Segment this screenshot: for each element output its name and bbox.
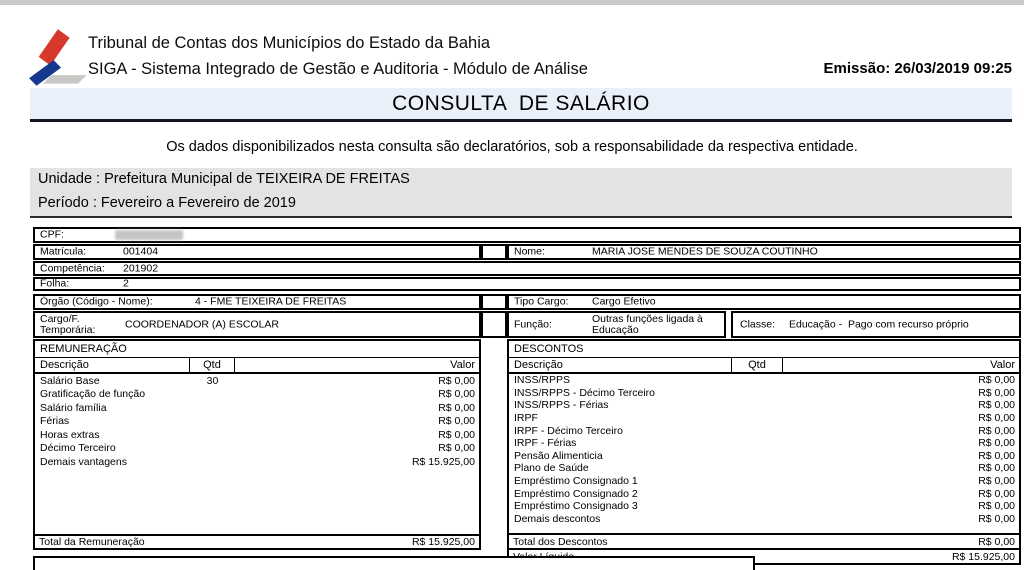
row-valor: R$ 0,00 (978, 449, 1015, 462)
table-row (509, 412, 1019, 425)
table-row (35, 442, 479, 456)
descontos-table-body (509, 374, 1019, 533)
competencia-label: Competência: (40, 262, 105, 274)
cargo-value: COORDENADOR (A) ESCOLAR (125, 318, 280, 330)
row-valor: R$ 0,00 (438, 388, 475, 401)
nome-label: Nome: (514, 245, 545, 258)
row-descricao: Salário família (40, 401, 107, 414)
tipo-cargo-value: Cargo Efetivo (592, 295, 656, 308)
row-valor: R$ 0,00 (978, 487, 1015, 500)
cargo-row (33, 311, 481, 338)
table-row (509, 424, 1019, 437)
descontos-header-qtd: Qtd (732, 358, 783, 372)
spacer-cell (481, 294, 507, 310)
descontos-header-valor: Valor (990, 359, 1015, 371)
table-row (509, 487, 1019, 500)
next-section-partial-box (33, 556, 755, 570)
row-descricao: Demais descontos (514, 512, 601, 525)
remuneracao-header-valor: Valor (450, 359, 475, 371)
row-descricao: IRPF - Décimo Terceiro (514, 424, 623, 437)
table-row (509, 462, 1019, 475)
classe-value: Educação - Pago com recurso próprio (789, 318, 969, 330)
orgao-label: Órgão (Código - Nome): (40, 295, 153, 308)
nome-row (507, 244, 1021, 260)
unidade-line: Unidade : Prefeitura Municipal de TEIXEIRA DE FREITAS (38, 171, 410, 187)
table-row (509, 450, 1019, 463)
table-row (35, 455, 479, 469)
remuneracao-title: REMUNERAÇÃO (35, 341, 479, 358)
periodo-line: Período : Fevereiro a Fevereiro de 2019 (38, 195, 296, 211)
cpf-value-redacted (115, 230, 183, 240)
row-descricao: IRPF (514, 412, 538, 425)
row-descricao: Salário Base (40, 374, 100, 387)
row-descricao: Pensão Alimenticia (514, 449, 603, 462)
table-row (509, 437, 1019, 450)
row-valor: R$ 0,00 (978, 437, 1015, 450)
table-row (509, 475, 1019, 488)
row-descricao: Empréstimo Consignado 1 (514, 475, 638, 488)
row-valor: R$ 0,00 (978, 475, 1015, 488)
row-qtd: 30 (206, 374, 219, 387)
table-row (35, 374, 479, 388)
disclaimer-text: Os dados disponibilizados nesta consulta são declaratórios, sob a responsabilidade da respectiva entidade. (166, 139, 858, 155)
remuneracao-total-row (35, 534, 479, 548)
descontos-total-value: R$ 0,00 (978, 535, 1015, 548)
row-valor: R$ 0,00 (978, 412, 1015, 425)
competencia-value: 201902 (123, 262, 159, 274)
descontos-section (507, 339, 1021, 565)
cpf-label: CPF: (40, 228, 64, 241)
org-name: Tribunal de Contas dos Municípios do Estado da Bahia (88, 34, 491, 52)
table-row (509, 513, 1019, 526)
table-row (35, 388, 479, 402)
row-descricao: Demais vantagens (40, 455, 127, 468)
matricula-row (33, 244, 481, 260)
system-name: SIGA - Sistema Integrado de Gestão e Auditoria - Módulo de Análise (88, 60, 588, 78)
row-valor: R$ 15.925,00 (411, 455, 475, 468)
matricula-label: Matrícula: (40, 245, 87, 258)
page-title: CONSULTA DE SALÁRIO (392, 91, 650, 115)
cpf-row (33, 227, 1021, 243)
row-valor: R$ 0,00 (978, 462, 1015, 475)
folha-value: 2 (123, 277, 129, 290)
orgao-value: 4 - FME TEIXEIRA DE FREITAS (195, 295, 347, 308)
row-descricao: IRPF - Férias (514, 437, 577, 450)
descontos-title: DESCONTOS (509, 341, 1019, 358)
table-row (509, 387, 1019, 400)
row-valor: R$ 0,00 (978, 386, 1015, 399)
row-valor: R$ 0,00 (438, 401, 475, 414)
table-row (509, 399, 1019, 412)
row-descricao: INSS/RPPS (514, 374, 571, 387)
emission-timestamp: Emissão: 26/03/2019 09:25 (823, 60, 1012, 77)
table-row (509, 500, 1019, 513)
row-descricao: Empréstimo Consignado 3 (514, 500, 638, 513)
row-valor: R$ 0,00 (978, 399, 1015, 412)
row-valor: R$ 0,00 (438, 442, 475, 455)
page-title-bar (30, 88, 1012, 122)
valor-liquido-value: R$ 15.925,00 (951, 550, 1015, 563)
row-valor: R$ 0,00 (978, 374, 1015, 387)
remuneracao-table-body (35, 374, 479, 534)
remuneracao-section (33, 339, 481, 550)
row-descricao: Plano de Saúde (514, 462, 589, 475)
row-descricao: Empréstimo Consignado 2 (514, 487, 638, 500)
funcao-value: Outras funções ligada à Educação (592, 312, 703, 336)
remuneracao-total-value: R$ 15.925,00 (411, 536, 475, 548)
table-row (35, 401, 479, 415)
table-row (35, 428, 479, 442)
matricula-value: 001404 (123, 245, 159, 258)
remuneracao-header-qtd: Qtd (190, 358, 235, 372)
folha-row (33, 277, 1021, 291)
funcao-cell (507, 311, 726, 338)
classe-cell (731, 311, 1021, 338)
cargo-label: Cargo/F. Temporária: (40, 312, 96, 336)
row-descricao: Horas extras (40, 428, 100, 441)
table-row (509, 374, 1019, 387)
top-divider (0, 0, 1024, 5)
remuneracao-header-descricao: Descrição (35, 358, 190, 372)
row-descricao: INSS/RPPS - Décimo Terceiro (514, 386, 656, 399)
spacer-cell (481, 244, 507, 260)
row-descricao: Décimo Terceiro (40, 442, 116, 455)
row-descricao: Férias (40, 415, 70, 428)
row-valor: R$ 0,00 (978, 500, 1015, 513)
row-valor: R$ 0,00 (978, 512, 1015, 525)
descontos-header-row (509, 358, 1019, 374)
orgao-row (33, 294, 481, 310)
funcao-label: Função: (514, 318, 552, 330)
tcm-ba-logo-icon (28, 29, 92, 87)
competencia-row (33, 261, 1021, 276)
row-valor: R$ 0,00 (438, 374, 475, 387)
row-descricao: Gratificação de função (40, 388, 146, 401)
row-valor: R$ 0,00 (438, 415, 475, 428)
remuneracao-total-label: Total da Remuneração (39, 536, 145, 548)
context-block (30, 168, 1012, 218)
spacer-cell (481, 311, 507, 338)
tipo-cargo-row (507, 294, 1021, 310)
descontos-total-label: Total dos Descontos (513, 535, 608, 548)
descontos-header-descricao: Descrição (509, 358, 732, 372)
remuneracao-header-row (35, 358, 479, 374)
nome-value: MARIA JOSE MENDES DE SOUZA COUTINHO (592, 245, 818, 258)
descontos-total-row (509, 533, 1019, 548)
row-descricao: INSS/RPPS - Férias (514, 399, 609, 412)
classe-label: Classe: (740, 318, 776, 330)
tipo-cargo-label: Tipo Cargo: (514, 295, 569, 308)
row-valor: R$ 0,00 (438, 428, 475, 441)
row-valor: R$ 0,00 (978, 424, 1015, 437)
table-row (35, 415, 479, 429)
folha-label: Folha: (40, 277, 70, 290)
